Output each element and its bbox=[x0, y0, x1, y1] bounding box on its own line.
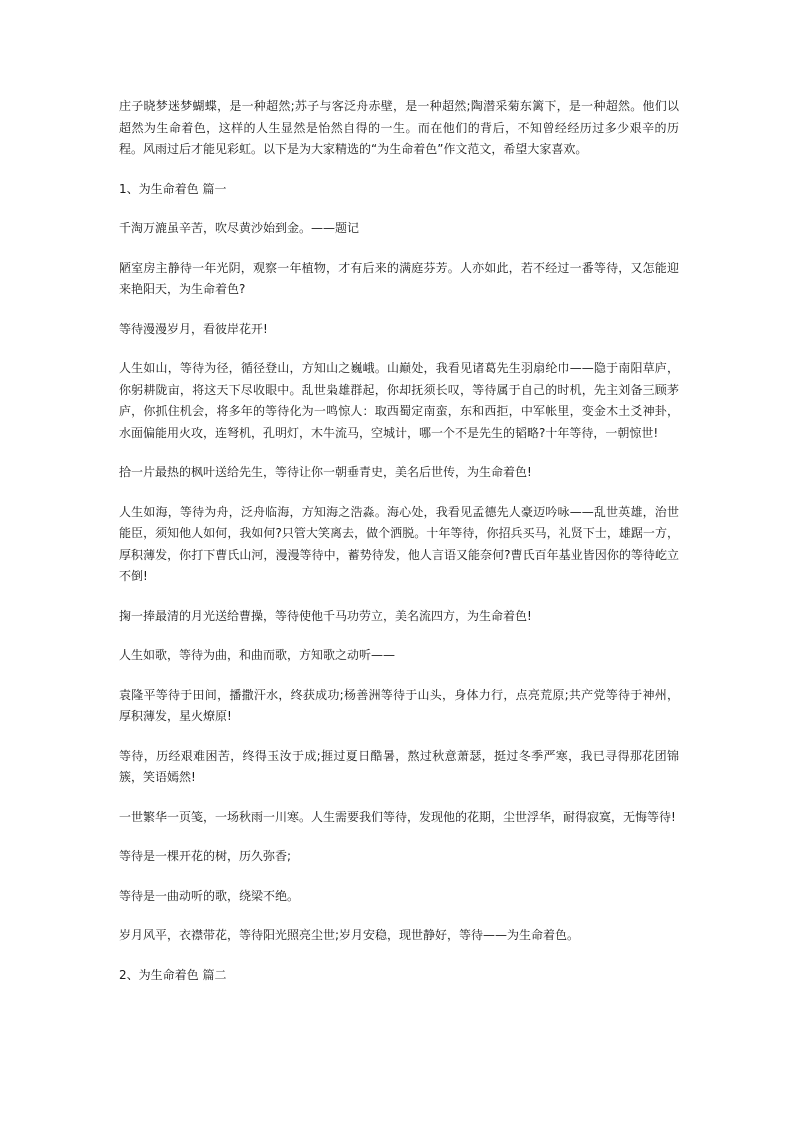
body-paragraph: 一世繁华一页笺，一场秋雨一川寒。人生需要我们等待，发现他的花期，尘世浮华，耐得寂寞，无悔等待! bbox=[119, 809, 676, 824]
body-paragraph: 陋室房主静待一年光阴，观察一年植物，才有后来的满庭芬芳。人亦如此，若不经过一番等待，又怎能迎来艳阳天，为生命着色? bbox=[119, 260, 679, 296]
body-paragraph: 等待，历经艰难困苦，终得玉汝于成;捱过夏日酷暑，熬过秋意萧瑟，挺过冬季严寒，我已寻得那花团锦簇，笑语嫣然! bbox=[119, 748, 679, 784]
section-2-heading: 2、为生命着色 篇二 bbox=[119, 967, 227, 982]
body-paragraph: 等待是一棵开花的树，历久弥香; bbox=[119, 849, 292, 863]
body-paragraph: 等待漫漫岁月，看彼岸花开! bbox=[119, 321, 268, 336]
body-paragraph: 袁隆平等待于田间，播撒汗水，终获成功;杨善洲等待于山头，身体力行，点亮荒原;共产党等待于神州，厚积薄发，星火燎原! bbox=[119, 687, 679, 723]
body-paragraph: 人生如海，等待为舟，泛舟临海，方知海之浩淼。海心处，我看见孟德先人豪迈吟咏——乱世英雄，治世能臣，须知他人如何，我如何?只管大笑离去，做个洒脱。十年等待，你招兵买马，礼贤下士，雄踞一方，厚积薄发，你打下曹氏山河，漫漫等待中，蓄势待发，他人言语又能奈何?曹氏百年基业皆因你的等待屹立不倒! bbox=[119, 504, 679, 583]
document-page bbox=[119, 96, 679, 1004]
body-paragraph: 拾一片最热的枫叶送给先生，等待让你一朝垂青史，美名后世传，为生命着色! bbox=[119, 465, 532, 479]
body-paragraph: 掬一捧最清的月光送给曹操，等待使他千马功劳立，美名流四方，为生命着色! bbox=[119, 608, 532, 623]
body-paragraph: 人生如山，等待为径，循径登山，方知山之巍峨。山巅处，我看见诸葛先生羽扇纶巾——隐于南阳草庐，你躬耕陇亩，将这天下尽收眼中。乱世枭雄群起，你却抚须长叹，等待属于自己的时机，先主刘备三顾茅庐，你抓住机会，将多年的等待化为一鸣惊人：取西蜀定南蛮，东和西拒，中军帐里，变金木土爻神卦，水面偏能用火攻，连弩机，孔明灯，木牛流马，空城计，哪一个不是先生的韬略?十年等待，一朝惊世! bbox=[119, 361, 679, 440]
body-paragraph: 人生如歌，等待为曲，和曲而歌，方知歌之动听—— bbox=[119, 648, 396, 662]
body-paragraph: 岁月风平，衣襟带花，等待阳光照亮尘世;岁月安稳，现世静好，等待——为生命着色。 bbox=[119, 928, 580, 942]
intro-paragraph: 庄子晓梦迷梦蝴蝶，是一种超然;苏子与客泛舟赤壁，是一种超然;陶潜采菊东篱下，是一种超然。他们以超然为生命着色，这样的人生显然是怡然自得的一生。而在他们的背后，不知曾经经历过多少艰辛的历程。风雨过后才能见彩虹。以下是为大家精选的“为生命着色”作文范文，希望大家喜欢。 bbox=[119, 99, 679, 156]
epigraph: 千淘万漉虽辛苦，吹尽黄沙始到金。——题记 bbox=[119, 221, 360, 235]
body-paragraph: 等待是一曲动听的歌，绕梁不绝。 bbox=[119, 888, 300, 903]
section-1-heading: 1、为生命着色 篇一 bbox=[119, 181, 227, 196]
